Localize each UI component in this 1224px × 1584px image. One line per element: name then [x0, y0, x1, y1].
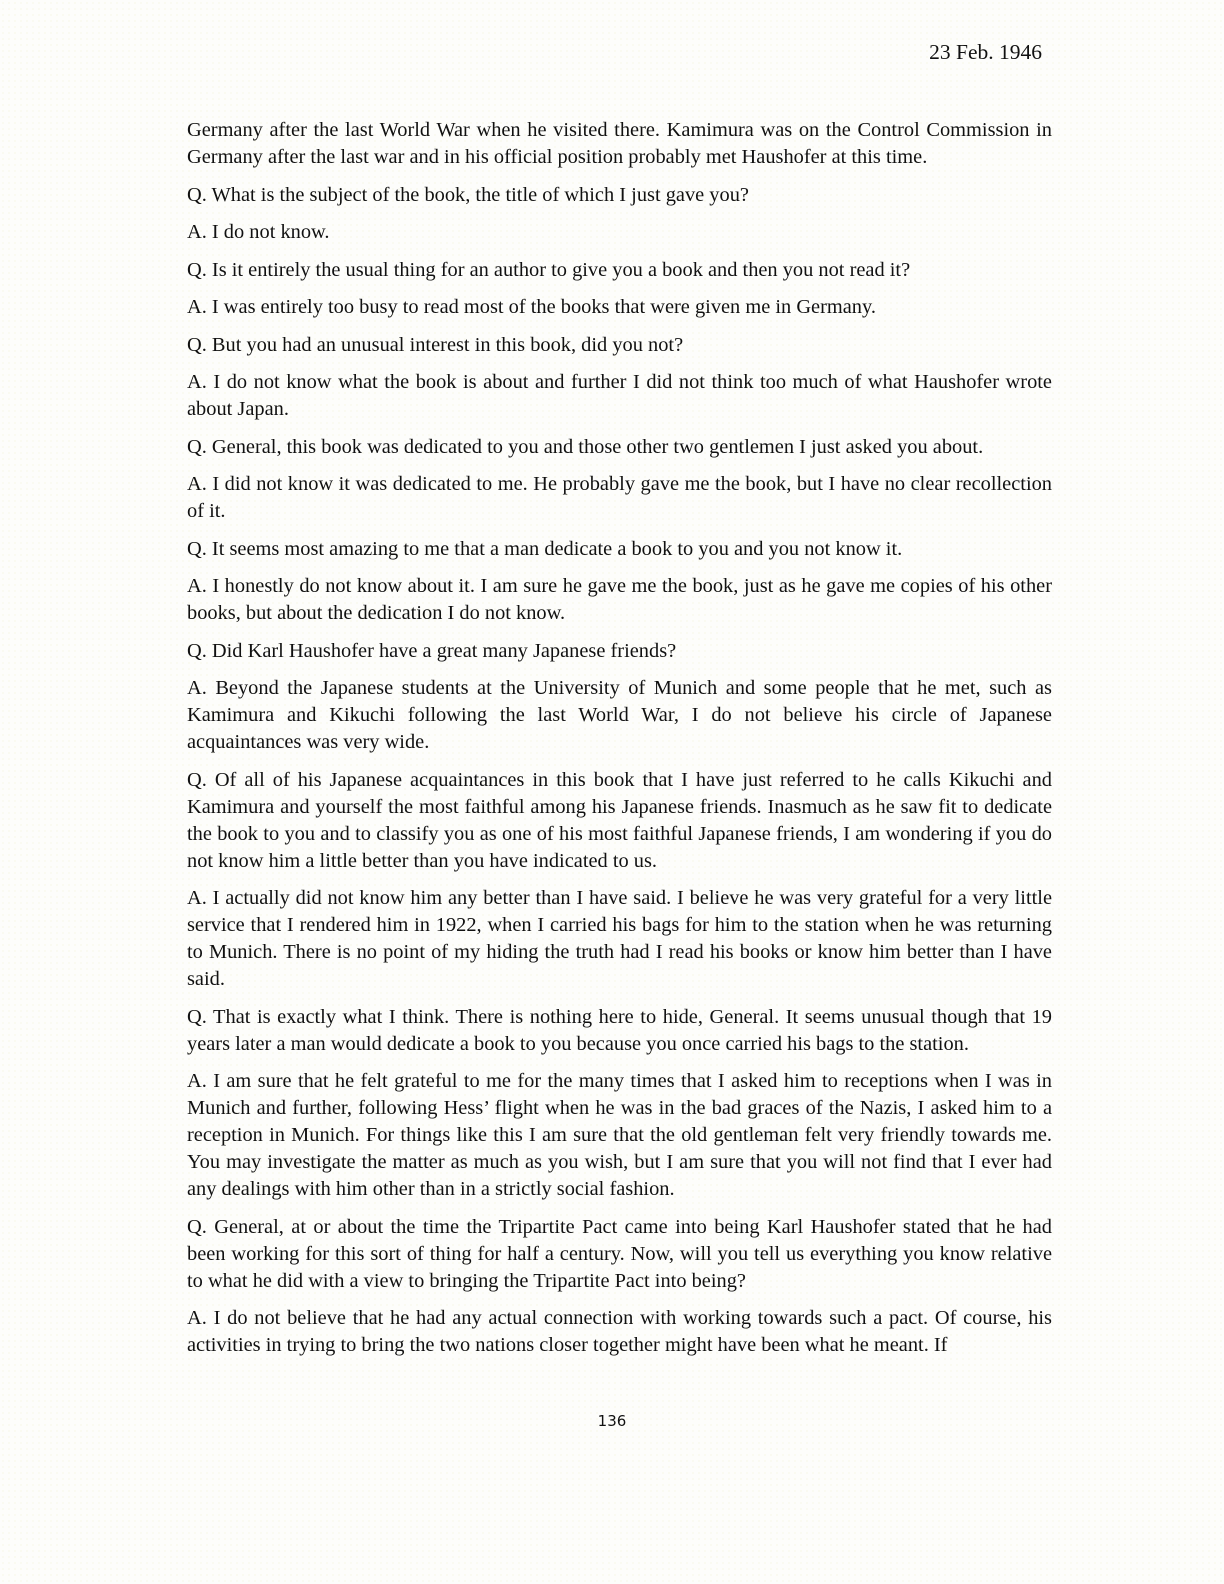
answer: A. I am sure that he felt grateful to me for the many times that I asked him to receptions when I was in Munich and further, following Hess’ flight when he was in the bad graces of the Nazis, I asked him to a reception in Munich. For things like this I am sure that the old gentleman felt very friendly towards me. You may investigate the matter as much as you wish, but I am sure that you will not find that I ever had any dealings with him other than in a strictly social fashion. — [187, 1070, 1052, 1200]
transcript-body — [187, 117, 1052, 1370]
answer: A. I do not know what the book is about and further I did not think too much of what Haushofer wrote about Japan. — [187, 371, 1052, 420]
page-number: 136 — [597, 1412, 627, 1430]
question: Q. But you had an unusual interest in this book, did you not? — [187, 333, 684, 356]
question: Q. It seems most amazing to me that a man dedicate a book to you and you not know it. — [187, 537, 903, 560]
answer: A. I do not believe that he had any actual connection with working towards such a pact. Of course, his activities in trying to bring the two nations closer together might have been what he meant. If — [187, 1307, 1052, 1356]
answer: A. I actually did not know him any better than I have said. I believe he was very grateful for a very little service that I rendered him in 1922, when I carried his bags for him to the station when he was returning to Munich. There is no point of my hiding the truth had I read his books or know him better than I have said. — [187, 887, 1052, 990]
question: Q. Did Karl Haushofer have a great many Japanese friends? — [187, 639, 677, 662]
question: Q. That is exactly what I think. There is nothing here to hide, General. It seems unusual though that 19 years later a man would dedicate a book to you because you once carried his bags to the station. — [187, 1005, 1052, 1055]
question: Q. What is the subject of the book, the title of which I just gave you? — [187, 183, 749, 206]
question: Q. General, at or about the time the Tripartite Pact came into being Karl Haushofer stated that he had been working for this sort of thing for half a century. Now, will you tell us everything you know relative to what he did with a view to bringing the Tripartite Pact into being? — [187, 1215, 1052, 1292]
answer: A. Beyond the Japanese students at the University of Munich and some people that he met, such as Kamimura and Kikuchi following the last World War, I do not believe his circle of Japanese acquaintances was very wide. — [187, 677, 1052, 753]
document-date: 23 Feb. 1946 — [929, 40, 1042, 64]
answer: A. I was entirely too busy to read most of the books that were given me in Germany. — [187, 296, 876, 318]
question: Q. Is it entirely the usual thing for an author to give you a book and then you not read it? — [187, 258, 911, 281]
paragraph: Germany after the last World War when he visited there. Kamimura was on the Control Commission in Germany after the last war and in his official position probably met Haushofer at this time. — [187, 119, 1052, 168]
question: Q. Of all of his Japanese acquaintances in this book that I have just referred to he calls Kikuchi and Kamimura and yourself the most faithful among his Japanese friends. Inasmuch as he saw fit to dedicate the book to you and to classify you as one of his most faithful Japanese friends, I am wondering if you do not know him a little better than you have indicated to us. — [187, 768, 1052, 872]
question: Q. General, this book was dedicated to you and those other two gentlemen I just asked you about. — [187, 435, 984, 458]
answer: A. I do not know. — [187, 221, 330, 243]
answer: A. I honestly do not know about it. I am sure he gave me the book, just as he gave me copies of his other books, but about the dedication I do not know. — [187, 575, 1052, 624]
answer: A. I did not know it was dedicated to me. He probably gave me the book, but I have no clear recollection of it. — [187, 473, 1052, 522]
